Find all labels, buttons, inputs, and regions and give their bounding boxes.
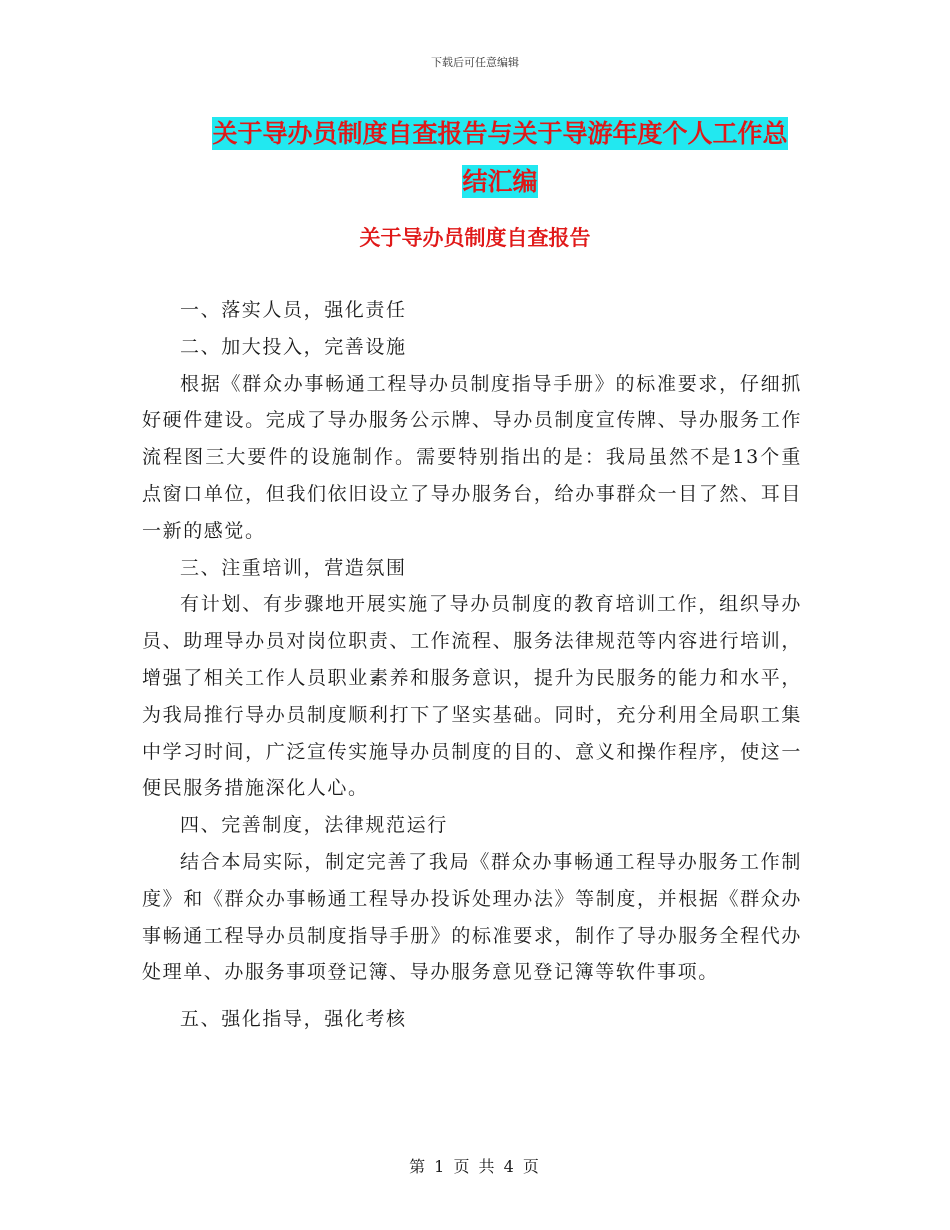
paragraph: 三、注重培训，营造氛围 (180, 556, 407, 579)
paragraph: 一、落实人员，强化责任 (180, 299, 407, 321)
paragraph: 根据《群众办事畅通工程导办员制度指导手册》的标准要求，仔细抓好硬件建设。完成了导办服务公示牌、导办员制度宣传牌、导办服务工作流程图三大要件的设施制作。需要特别指出的是：我局虽然不是13个重点窗口单位，但我们依旧设立了导办服务台，给办事群众一目了然、耳目一新的感觉。 (142, 372, 802, 542)
header-note: 下载后可任意编辑 (431, 56, 519, 69)
paragraph: 二、加大投入，完善设施 (180, 335, 407, 358)
section-title: 关于导办员制度自查报告 (359, 226, 591, 250)
paragraph: 有计划、有步骤地开展实施了导办员制度的教育培训工作，组织导办员、助理导办员对岗位职责、工作流程、服务法律规范等内容进行培训，增强了相关工作人员职业素养和服务意识，提升为民服务的能力和水平，为我局推行导办员制度顺利打下了坚实基础。同时，充分利用全局职工集中学习时间，广泛宣传实施导办员制度的目的、意义和操作程序，使这一便民服务措施深化人心。 (142, 593, 802, 800)
document-title-line2: 结汇编 (462, 167, 538, 196)
paragraph: 五、强化指导，强化考核 (180, 1008, 407, 1031)
page-footer: 第 1 页 共 4 页 (409, 1157, 541, 1176)
body-content (142, 292, 802, 1038)
document-title (140, 110, 860, 206)
document-title-line1: 关于导办员制度自查报告与关于导游年度个人工作总 (212, 119, 788, 148)
paragraph: 四、完善制度，法律规范运行 (180, 814, 448, 837)
paragraph: 结合本局实际，制定完善了我局《群众办事畅通工程导办服务工作制度》和《群众办事畅通工程导办投诉处理办法》等制度，并根据《群众办事畅通工程导办员制度指导手册》的标准要求，制作了导办服务全程代办处理单、办服务事项登记簿、导办服务意见登记簿等软件事项。 (142, 850, 802, 984)
